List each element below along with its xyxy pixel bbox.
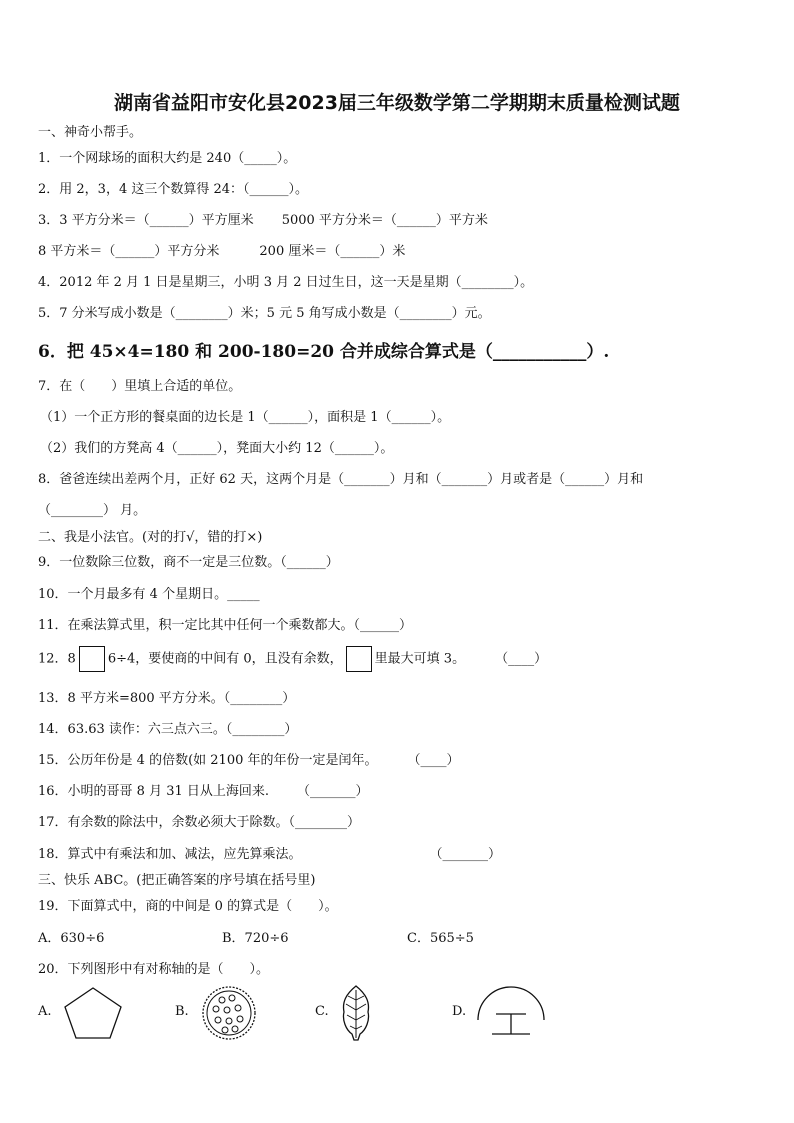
question-12-middle: 6÷4，要使商的中间有 0，且没有余数， (107, 651, 343, 667)
question-20: 20．下列图形中有对称轴的是（ ）。 (38, 962, 270, 977)
option-a: A．630÷6 (38, 931, 105, 946)
question-3-part-c: 8 平方米＝（______）平方分米 (38, 244, 220, 259)
option-a-label: A. (38, 1004, 52, 1019)
question-15-answer: （____） (407, 753, 460, 768)
question-15 (38, 749, 460, 768)
option-d-label: D. (452, 1004, 467, 1019)
blank-box (346, 646, 372, 672)
pentagon-figure (62, 985, 124, 1041)
question-2: 2．用 2，3，4 这三个数算得 24：（______）。 (38, 182, 309, 197)
question-18 (38, 843, 501, 862)
question-3-cont (38, 240, 405, 259)
question-4: 4．2012 年 2 月 1 日是星期三，小明 3 月 2 日过生日，这一天是星期（________）。 (38, 275, 534, 290)
question-7-part-2: （2）我们的方凳高 4（______），凳面大小约 12（______）。 (40, 441, 394, 456)
section-heading-2: 二、我是小法官。(对的打√，错的打×) (38, 530, 263, 545)
question-3-part-d: 200 厘米＝（______）米 (259, 244, 406, 259)
option-c: C．565÷5 (407, 931, 474, 946)
option-c-label: C. (315, 1004, 329, 1019)
question-12-answer: （____） (495, 651, 548, 667)
question-13: 13．8 平方米=800 平方分米。（________） (38, 691, 296, 706)
page-title: 湖南省益阳市安化县2023届三年级数学第二学期期末质量检测试题 (114, 92, 680, 114)
question-3 (38, 209, 488, 228)
question-16-answer: （_______） (297, 784, 369, 799)
question-5: 5．7 分米写成小数是（________）米；5 元 5 角写成小数是（________）元。 (38, 306, 491, 321)
question-3-part-a: 3．3 平方分米＝（______）平方厘米 (38, 213, 254, 228)
question-16 (38, 780, 369, 799)
question-12 (38, 646, 547, 672)
blank-box (79, 646, 105, 672)
question-15-text: 15．公历年份是 4 的倍数(如 2100 年的年份一定是闰年。 (38, 753, 378, 768)
question-9: 9．一位数除三位数，商不一定是三位数。（______） (38, 555, 339, 570)
question-8-cont: （________） 月。 (38, 503, 147, 518)
question-12-suffix: 里最大可填 3。 (374, 651, 466, 667)
question-14: 14．63.63 读作：六三点六三。（________） (38, 722, 298, 737)
question-17: 17．有余数的除法中，余数必须大于除数。（________） (38, 815, 361, 830)
arch-figure (474, 984, 548, 1040)
question-18-text: 18．算式中有乘法和加、减法，应先算乘法。 (38, 847, 302, 862)
question-11: 11．在乘法算式里，积一定比其中任何一个乘数都大。（______） (38, 618, 413, 633)
question-10: 10．一个月最多有 4 个星期日。_____ (38, 587, 260, 602)
question-12-prefix: 12．8 (38, 651, 76, 667)
question-7: 7．在（ ）里填上合适的单位。 (38, 379, 242, 394)
leaf-figure (338, 984, 374, 1042)
question-6: 6．把 45×4=180 和 200-180=20 合并成综合算式是（___________）. (38, 342, 610, 362)
section-heading-3: 三、快乐 ABC。(把正确答案的序号填在括号里) (38, 873, 316, 888)
question-3-part-b: 5000 平方分米＝（______）平方米 (281, 213, 488, 228)
question-16-text: 16．小明的哥哥 8 月 31 日从上海回来. (38, 784, 270, 799)
question-18-answer: （_______） (429, 847, 502, 862)
round-biscuit-figure (200, 984, 258, 1042)
option-b: B．720÷6 (222, 931, 289, 946)
question-1: 1．一个网球场的面积大约是 240（_____）。 (38, 151, 297, 166)
section-heading-1: 一、神奇小帮手。 (38, 125, 143, 140)
option-b-label: B. (175, 1004, 189, 1019)
question-19: 19．下面算式中，商的中间是 0 的算式是（ ）。 (38, 899, 338, 914)
question-8: 8．爸爸连续出差两个月，正好 62 天，这两个月是（_______）月和（_______）月或者是（______）月和 (38, 472, 644, 487)
question-7-part-1: （1）一个正方形的餐桌面的边长是 1（______），面积是 1（______）。 (40, 410, 451, 425)
